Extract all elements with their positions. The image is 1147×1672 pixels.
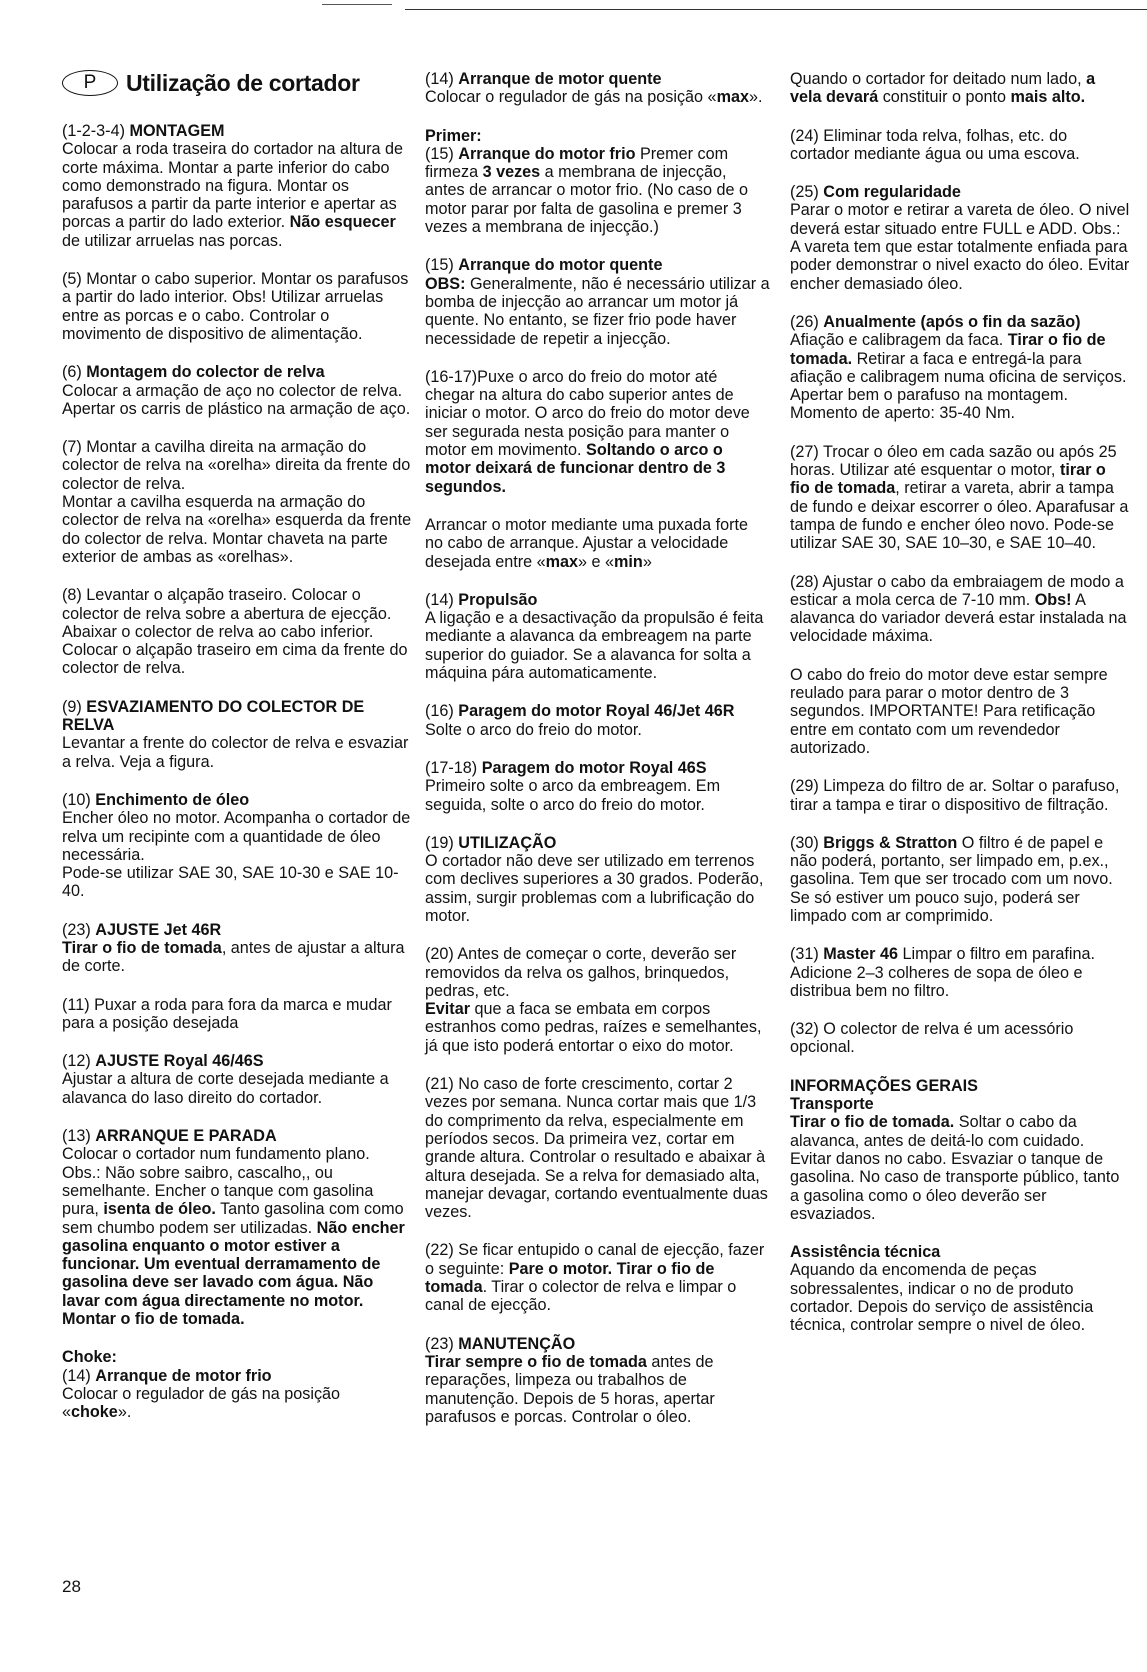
body-text: (7) Montar a cavilha direita na armação do colector de relva na «orelha» direita da frente do colector de relva.: [62, 438, 411, 493]
section-body: [425, 852, 770, 925]
section-number: (14): [425, 590, 459, 609]
section-heading: [425, 70, 770, 88]
section-body: [62, 438, 412, 566]
body-text: Colocar o regulador de gás na posição «: [62, 1384, 341, 1422]
section-body: [790, 1020, 1130, 1057]
text-section: [425, 368, 770, 496]
section-body: [790, 666, 1130, 757]
section-body: [425, 1075, 770, 1221]
text-section: [790, 777, 1130, 814]
section-heading: [62, 1127, 412, 1145]
bold-text: Briggs & Stratton: [823, 833, 958, 852]
section-number: (12): [62, 1052, 96, 1071]
section-number: (15): [425, 256, 459, 275]
body-text: »: [642, 552, 652, 571]
text-section: [62, 1348, 412, 1421]
section-body: [790, 127, 1130, 164]
section-body: [62, 1367, 412, 1422]
section-body: [790, 1261, 1130, 1334]
body-text: . Tirar o colector de relva e limpar o canal de ejecção.: [425, 1278, 737, 1315]
section-heading: [425, 759, 770, 777]
bold-text: Montar o fio de tomada.: [62, 1310, 245, 1329]
text-section: [62, 122, 412, 250]
section-number: (26): [790, 312, 824, 331]
body-text: Solte o arco do freio do motor.: [425, 720, 642, 739]
bold-text: max: [716, 88, 749, 107]
section-body: [790, 834, 1130, 925]
text-section: [790, 443, 1130, 553]
bold-text: Evitar: [425, 1000, 470, 1019]
section-number: (23): [425, 1334, 459, 1353]
body-text: (32) O colector de relva é um acessório opcional.: [790, 1020, 1074, 1057]
text-section: [62, 791, 412, 901]
body-text: A alavanca do variador deverá estar instalada na velocidade máxima.: [790, 590, 1127, 646]
section-number: (17-18): [425, 758, 482, 777]
body-text: ».: [748, 88, 763, 107]
section-number: (6): [62, 363, 87, 382]
text-section: [62, 921, 412, 976]
section-number: (14): [425, 70, 459, 88]
text-section: [790, 127, 1130, 164]
text-section: [790, 1020, 1130, 1057]
body-text: (11) Puxar a roda para fora da marca e mudar para a posição desejada: [62, 995, 392, 1032]
section-title: Montagem do colector de relva: [86, 363, 325, 382]
body-text: (22) Se ficar entupido o canal de ejecção, fazer o seguinte:: [425, 1241, 765, 1278]
body-text: antes de reparações, limpeza ou trabalhos de manutenção. Depois de 5 horas, apertar parafusos e porcas. Controlar o óleo.: [425, 1352, 715, 1426]
body-text: ».: [117, 1403, 132, 1422]
bold-text: Arranque de motor frio: [95, 1366, 272, 1385]
text-section: [62, 363, 412, 418]
text-section: [425, 516, 770, 571]
text-section: [425, 1075, 770, 1221]
body-text: Pode-se utilizar SAE 30, SAE 10-30 e SAE 10-40.: [62, 864, 399, 901]
bold-text: Não encher gasolina enquanto o motor estiver a funcionar. Um eventual derramamento de gasolina deve ser lavado com água. Não lavar com água directamente no motor.: [62, 1218, 405, 1310]
text-section: [425, 1241, 770, 1314]
body-text: Colocar a roda traseira do cortador na altura de corte máxima. Montar a parte inferior do cabo como demonstrado na figura. Montar os parafusos a partir da parte interior e apertar as porcas a partir do lado exterior.: [62, 140, 404, 232]
section-body: [425, 368, 770, 496]
body-text: Colocar o cortador num fundamento plano. Obs.: Não sobre saibro, cascalho,, ou semelhante. Encher o tanque com gasolina pura,: [62, 1145, 374, 1219]
text-section: [790, 834, 1130, 925]
body-text: Levantar a frente do colector de relva e esvaziar a relva. Veja a figura.: [62, 734, 409, 771]
section-title: ESVAZIAMENTO DO COLECTOR DE RELVA: [62, 697, 365, 735]
section-number: (13): [62, 1127, 96, 1146]
bold-text: Tirar o fio de tomada: [62, 938, 222, 957]
text-section: [425, 1335, 770, 1426]
bold-text: OBS:: [425, 274, 466, 293]
section-title: Arranque de motor quente: [458, 70, 662, 88]
page-heading: [62, 70, 412, 96]
bold-text: Pare o motor. Tirar o fio de tomada: [425, 1259, 715, 1297]
section-body: [790, 777, 1130, 814]
text-section: [790, 1077, 1130, 1223]
section-heading: [790, 1077, 1130, 1095]
body-text: constituir o ponto: [878, 88, 1011, 107]
section-heading: [425, 591, 770, 609]
text-section: [62, 698, 412, 771]
section-heading: [790, 1243, 1130, 1261]
bold-text: 3 vezes: [482, 163, 541, 182]
bold-text: Tirar sempre o fio de tomada: [425, 1352, 647, 1371]
text-section: [790, 1243, 1130, 1334]
section-number: (10): [62, 790, 96, 809]
text-section: [425, 945, 770, 1055]
section-title: Paragem do motor Royal 46S: [481, 758, 707, 777]
body-text: (24) Eliminar toda relva, folhas, etc. do cortador mediante água ou uma escova.: [790, 126, 1080, 163]
section-body: [62, 270, 412, 343]
text-section: [425, 702, 770, 739]
bold-text: mais alto.: [1010, 88, 1086, 107]
bold-text: min: [614, 552, 643, 571]
section-title: Primer:: [425, 126, 482, 145]
body-text: Soltar o cabo da alavanca, antes de deitá-lo com cuidado. Evitar danos no cabo. Esvaziar o tanque de gasolina. No caso de transporte público, tanto a gasolina como o óleo deverão ser esvaziados.: [790, 1113, 1120, 1223]
section-body: [790, 331, 1130, 422]
section-title: Propulsão: [458, 590, 538, 609]
section-body: [790, 201, 1130, 292]
section-heading: [425, 702, 770, 720]
section-heading: [425, 256, 770, 274]
section-title: Choke:: [62, 1348, 117, 1367]
body-text: Retirar a faca e entregá-la para afiação e calibragem numa oficina de serviços. Apertar bem o parafuso na montagem. Momento de aperto: 35-40 Nm.: [790, 349, 1127, 423]
section-body: [62, 586, 412, 677]
text-section: [425, 591, 770, 682]
body-text: (16-17)Puxe o arco do freio do motor até chegar na altura do cabo superior antes de iniciar o motor. O arco do freio do motor deve ser segurada nesta posição para manter o motor em movimento.: [425, 367, 750, 460]
top-rule-short: [322, 4, 392, 5]
section-title: INFORMAÇÕES GERAIS: [790, 1076, 978, 1095]
body-text: que a faca se embata em corpos estranhos como pedras, raízes e semelhantes, já que isto poderá entortar o eixo do motor.: [425, 1000, 762, 1055]
body-text: Colocar a armação de aço no colector de relva.: [62, 381, 403, 400]
body-text: Premer com firmeza: [425, 144, 729, 182]
text-section: [790, 183, 1130, 293]
text-section: [790, 945, 1130, 1000]
section-body: [62, 996, 412, 1033]
section-title: Paragem do motor Royal 46/Jet 46R: [458, 702, 735, 721]
section-title: MONTAGEM: [129, 122, 225, 140]
section-body: [425, 945, 770, 1055]
body-text: (31): [790, 945, 824, 964]
body-text: (5) Montar o cabo superior. Montar os parafusos a partir do lado interior. Obs! Utilizar arruelas entre as porcas e o cabo. Controlar o movimento de dispositivo de alimentação.: [62, 270, 409, 343]
section-body: [790, 1095, 1130, 1223]
section-number: (23): [62, 920, 96, 939]
body-text: de utilizar arruelas nas porcas.: [62, 231, 283, 250]
section-heading: [62, 1052, 412, 1070]
body-text: Montar a cavilha esquerda na armação do colector de relva na «orelha» esquerda da frente do colector de relva. Montar chaveta na parte exterior de ambas as «orelhas».: [62, 493, 412, 566]
section-heading: [425, 834, 770, 852]
bold-text: Soltando o arco o motor deixará de funcionar dentro de 3 segundos.: [425, 441, 726, 496]
section-body: [425, 275, 770, 348]
section-number: (19): [425, 833, 459, 852]
body-text: (30): [790, 833, 824, 852]
text-section: [62, 438, 412, 566]
bold-text: Tirar o fio de tomada.: [790, 1113, 955, 1132]
body-text: (15): [425, 144, 459, 163]
section-body: [425, 1241, 770, 1314]
section-body: [425, 609, 770, 682]
section-heading: [790, 183, 1130, 201]
body-text: » e «: [578, 552, 615, 571]
section-title: Com regularidade: [823, 183, 961, 202]
body-text: Arrancar o motor mediante uma puxada forte no cabo de arranque. Ajustar a velocidade desejada entre «: [425, 515, 749, 571]
text-section: [790, 573, 1130, 646]
section-number: (16): [425, 702, 459, 721]
body-text: , retirar a vareta, abrir a tampa de fundo e deixar escorrer o óleo. Aparafusar a tampa de fundo e encher óleo novo. Pode-se utilizar SAE 30, SAE 10–30, e SAE 10–40.: [790, 479, 1129, 553]
text-section: [425, 70, 770, 107]
section-title: Anualmente (após o fin da sazão): [823, 312, 1081, 331]
bold-text: Transporte: [790, 1095, 874, 1114]
section-number: (25): [790, 183, 824, 202]
body-text: Apertar os carris de plástico na armação de aço.: [62, 399, 411, 418]
section-heading: [62, 363, 412, 381]
bold-text: choke: [71, 1403, 118, 1422]
section-body: [62, 734, 412, 771]
column-right: [790, 70, 1130, 1355]
text-section: [790, 666, 1130, 757]
language-badge: P: [62, 70, 118, 96]
bold-text: a vela devará: [790, 70, 1096, 107]
body-text: (28) Ajustar o cabo da embraiagem de modo a esticar a mola cerca de 7-10 mm.: [790, 572, 1124, 609]
body-text: Colocar o regulador de gás na posição «: [425, 88, 717, 107]
text-section: [425, 834, 770, 925]
section-title: ARRANQUE E PARADA: [95, 1127, 277, 1146]
text-section: [62, 586, 412, 677]
text-section: [425, 759, 770, 814]
body-text: Quando o cortador for deitado num lado,: [790, 70, 1087, 88]
body-text: Parar o motor e retirar a vareta de óleo. O nivel deverá estar situado entre FULL e ADD. Obs.: A vareta tem que estar totalmente enfiada para poder demonstrar o nivel exacto do óleo. Evitar encher demasiado óleo.: [790, 201, 1130, 293]
bold-text: isenta de óleo.: [103, 1200, 216, 1219]
section-body: [425, 145, 770, 236]
section-body: [62, 939, 412, 976]
page-number: 28: [62, 1577, 81, 1596]
section-body: [425, 777, 770, 814]
section-body: [790, 573, 1130, 646]
section-heading: [62, 698, 412, 735]
body-text: O cabo do freio do motor deve estar sempre reulado para parar o motor dentro de 3 segundos. IMPORTANTE! Para retificação entre em contato com um revendedor autorizado.: [790, 665, 1108, 757]
body-text: Afiação e calibragem da faca.: [790, 331, 1008, 350]
section-body: [62, 1070, 412, 1107]
body-text: Limpar o filtro em parafina. Adicione 2–3 colheres de sopa de óleo e distribua bem no filtro.: [790, 945, 1096, 1000]
section-body: [425, 1353, 770, 1426]
section-body: [790, 70, 1130, 107]
section-number: (9): [62, 697, 87, 716]
bold-text: Master 46: [823, 945, 898, 964]
bold-text: Tirar o fio de tomada.: [790, 331, 1106, 368]
bold-text: Arranque do motor frio: [458, 144, 636, 163]
column-left: [62, 70, 412, 1442]
section-body: [425, 721, 770, 739]
bold-text: tirar o fio de tomada: [790, 461, 1106, 498]
text-section: [790, 70, 1130, 107]
text-section: [790, 313, 1130, 423]
body-text: O filtro é de papel e não poderá, portanto, ser limpado em, p.ex., gasolina. Tem que ser trocado com um novo. Se só estiver um pouco sujo, poderá ser limpado com ar comprimido.: [790, 833, 1113, 925]
section-body: [62, 140, 412, 250]
section-body: [790, 945, 1130, 1000]
body-text: Primeiro solte o arco da embreagem. Em seguida, solte o arco do freio do motor.: [425, 777, 721, 814]
section-body: [425, 88, 770, 106]
section-title: Assistência técnica: [790, 1243, 941, 1262]
text-section: [425, 127, 770, 237]
section-heading: [62, 791, 412, 809]
body-text: Ajustar a altura de corte desejada mediante a alavanca do laso direito do cortador.: [62, 1070, 389, 1107]
section-heading: [425, 1335, 770, 1353]
text-section: [62, 270, 412, 343]
column-middle: [425, 70, 770, 1446]
body-text: (8) Levantar o alçapão traseiro. Colocar o colector de relva sobre a abertura de ejecção. Abaixar o colector de relva ao cabo inferior. Colocar o alçapão traseiro em cima da frente do colector de relva.: [62, 586, 408, 678]
section-heading: [425, 127, 770, 145]
page-title: Utilização de cortador: [126, 69, 360, 96]
body-text: Tanto gasolina com como sem chumbo podem ser utilizadas.: [62, 1200, 404, 1237]
section-title: MANUTENÇÃO: [458, 1334, 576, 1353]
body-text: Encher óleo no motor. Acompanha o cortador de relva um recipinte com a quantidade de óleo necessária.: [62, 809, 411, 864]
bold-text: max: [545, 552, 579, 571]
section-body: [62, 809, 412, 900]
body-text: (21) No caso de forte crescimento, cortar 2 vezes por semana. Nunca cortar mais que 1/3 do comprimento da relva, especialmente em períodos secos. Da primeira vez, cortar em grande altura. Controlar o resultado e abaixar à altura desejada. Se a relva for demasiado alta, manejar devagar, cortando eventualmente duas vezes.: [425, 1075, 768, 1222]
section-body: [425, 516, 770, 571]
body-text: a membrana de injecção, antes de arrancar o motor frio. (No caso de o motor parar por falta de gasolina e premer 3 vezes a membrana de injecção.): [425, 163, 749, 237]
body-text: (20) Antes de começar o corte, deverão ser removidos da relva os galhos, brinquedos, pedras, etc.: [425, 945, 737, 1000]
section-title: AJUSTE Royal 46/46S: [95, 1052, 264, 1071]
text-section: [62, 1052, 412, 1107]
text-section: [62, 996, 412, 1033]
body-text: (27) Trocar o óleo em cada sazão ou após 25 horas. Utilizar até esquentar o motor,: [790, 442, 1117, 480]
section-title: UTILIZAÇÃO: [458, 833, 557, 852]
section-body: [62, 1145, 412, 1328]
section-number: (1-2-3-4): [62, 122, 130, 140]
section-heading: [62, 921, 412, 939]
text-section: [425, 256, 770, 347]
section-heading: [790, 313, 1130, 331]
body-text: (14): [62, 1366, 96, 1385]
section-body: [62, 382, 412, 419]
body-text: Generalmente, não é necessário utilizar a bomba de injecção ao arrancar um motor já quente. No entanto, se fizer frio pode haver necessidade de repetir a injecção.: [425, 274, 770, 348]
body-text: A ligação e a desactivação da propulsão é feita mediante a alavanca da embreagem na parte superior do guiador. Se a alavanca for solta a máquina pára automaticamente.: [425, 609, 764, 683]
bold-text: Obs!: [1034, 590, 1072, 609]
section-title: Arranque do motor quente: [458, 256, 663, 275]
bold-text: Não esquecer: [289, 213, 396, 232]
text-section: [62, 1127, 412, 1328]
top-rule: [405, 9, 1147, 10]
section-heading: [62, 122, 412, 140]
section-heading: [62, 1348, 412, 1366]
section-title: Enchimento de óleo: [95, 790, 250, 809]
body-text: , antes de ajustar a altura de corte.: [62, 938, 405, 976]
body-text: O cortador não deve ser utilizado em terrenos com declives superiores a 30 grados. Poderão, assim, surgir problemas com a lubrificação do motor.: [425, 852, 764, 925]
body-text: (29) Limpeza do filtro de ar. Soltar o parafuso, tirar a tampa e tirar o dispositivo de filtração.: [790, 777, 1120, 814]
section-title: AJUSTE Jet 46R: [95, 920, 222, 939]
section-body: [790, 443, 1130, 553]
body-text: Aquando da encomenda de peças sobressalentes, indicar o no de produto cortador. Depois do serviço de assistência técnica, controlar sempre o nivel de óleo.: [790, 1261, 1094, 1335]
